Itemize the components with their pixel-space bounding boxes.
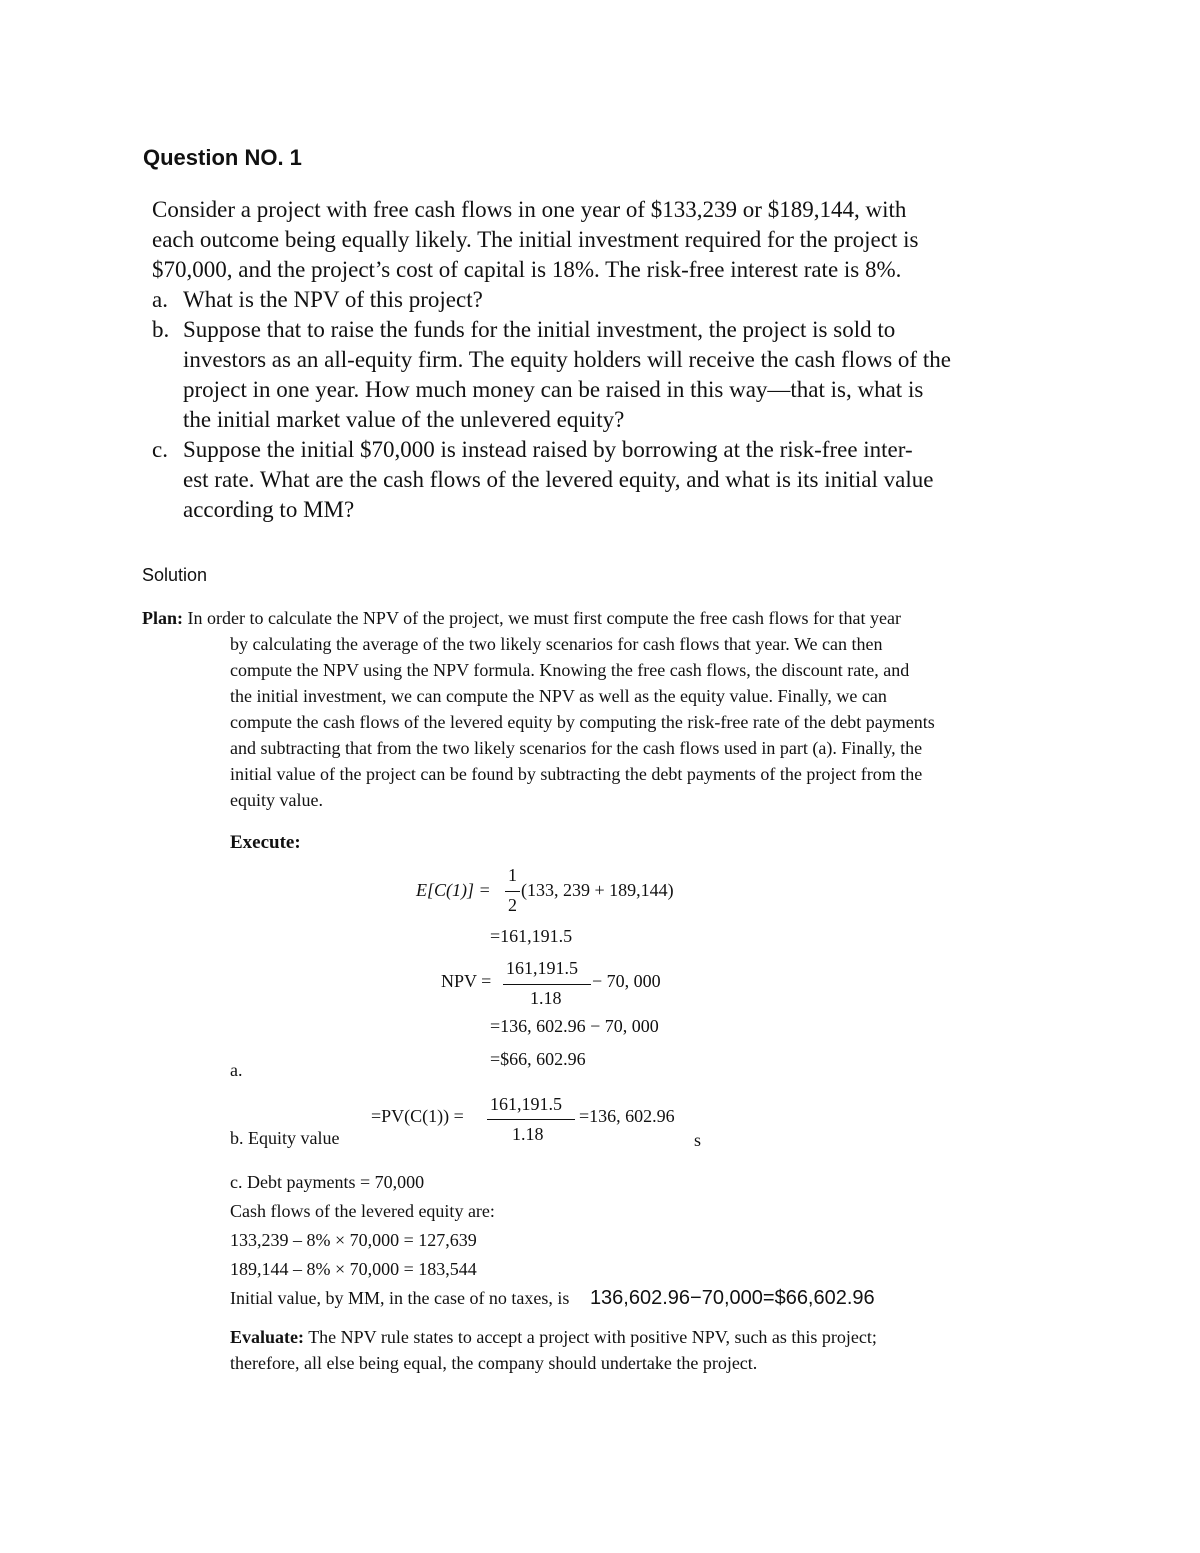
question-line: investors as an all-equity firm. The equity holders will receive the cash flows of the	[183, 347, 951, 372]
npv-result: =$66, 602.96	[490, 1049, 586, 1069]
plan-line: compute the cash flows of the levered equity by computing the risk-free rate of the debt payments	[230, 712, 935, 732]
plan-line: compute the NPV using the NPV formula. Knowing the free cash flows, the discount rate, and	[230, 660, 910, 680]
initial-value-equation: 136,602.96−70,000=$66,602.96	[589, 1287, 875, 1309]
part-c-line: c. Debt payments = 70,000	[230, 1172, 425, 1192]
item-label: c.	[152, 437, 168, 462]
question-item-c	[152, 435, 1052, 525]
npv-lhs: NPV =	[441, 971, 492, 991]
question-line: What is the NPV of this project?	[183, 287, 483, 312]
equity-value-lhs: =PV(C(1)) =	[371, 1106, 464, 1126]
question-line: each outcome being equally likely. The initial investment required for the project is	[152, 227, 919, 252]
npv-denominator: 1.18	[530, 988, 562, 1008]
plan-paragraph	[142, 605, 1072, 813]
part-c-line: 189,144 – 8% × 70,000 = 183,544	[230, 1259, 477, 1279]
question-line: $70,000, and the project’s cost of capital is 18%. The risk-free interest rate is 8%.	[152, 257, 902, 282]
npv-numerator: 161,191.5	[506, 958, 578, 978]
evaluate-label: Evaluate:	[230, 1327, 304, 1347]
evaluate-line: The NPV rule states to accept a project with positive NPV, such as this project;	[308, 1327, 877, 1347]
equity-value-result: =136, 602.96	[579, 1106, 675, 1126]
page-title: Question NO. 1	[143, 145, 302, 170]
part-c-block	[230, 1168, 875, 1313]
half-fraction-bar	[505, 891, 520, 892]
plan-line: initial value of the project can be found by subtracting the debt payments of the project from the	[230, 764, 923, 784]
initial-value-text: Initial value, by MM, in the case of no taxes, is	[230, 1288, 570, 1308]
question-line: Suppose the initial $70,000 is instead raised by borrowing at the risk-free inter-	[183, 437, 913, 462]
question-line: the initial market value of the unlevered equity?	[183, 407, 625, 432]
plan-label: Plan:	[142, 608, 184, 628]
item-label: a.	[152, 287, 168, 312]
item-label: b.	[152, 317, 170, 342]
plan-line: In order to calculate the NPV of the project, we must first compute the free cash flows for that year	[187, 608, 901, 628]
npv-step: =136, 602.96 − 70, 000	[490, 1016, 659, 1036]
half-denominator: 2	[508, 895, 517, 915]
expected-cash-flow-result: =161,191.5	[490, 926, 573, 946]
evaluate-line: therefore, all else being equal, the company should undertake the project.	[230, 1353, 758, 1373]
plan-line: equity value.	[230, 790, 323, 810]
plan-line: by calculating the average of the two likely scenarios for cash flows that year. We can then	[230, 634, 883, 654]
question-line: project in one year. How much money can be raised in this way—that is, what is	[183, 377, 924, 402]
npv-fraction-bar	[503, 984, 591, 985]
question-line: Suppose that to raise the funds for the initial investment, the project is sold to	[183, 317, 896, 342]
equity-numerator: 161,191.5	[490, 1094, 562, 1114]
plan-line: and subtracting that from the two likely scenarios for the cash flows used in part (a). Finally, the	[230, 738, 923, 758]
question-item-a	[152, 285, 1052, 315]
part-c-line: Cash flows of the levered equity are:	[230, 1201, 495, 1221]
half-numerator: 1	[508, 865, 517, 885]
expected-cash-flow-sum: (133, 239 + 189,144)	[521, 880, 674, 900]
equity-denominator: 1.18	[512, 1124, 544, 1144]
npv-minus-investment: − 70, 000	[592, 971, 661, 991]
question-line: est rate. What are the cash flows of the levered equity, and what is its initial value	[183, 467, 934, 492]
part-a-label: a.	[230, 1060, 243, 1080]
expected-cash-flow-lhs: E[C(1)] =	[416, 880, 491, 900]
evaluate-paragraph	[230, 1324, 877, 1376]
execute-heading: Execute:	[230, 832, 301, 853]
question-text	[152, 195, 1052, 525]
stray-character: s	[694, 1130, 702, 1150]
part-b-label: b. Equity value	[230, 1128, 340, 1148]
part-c-line: 133,239 – 8% × 70,000 = 127,639	[230, 1230, 477, 1250]
question-line: Consider a project with free cash flows in one year of $133,239 or $189,144, with	[152, 197, 907, 222]
solution-heading: Solution	[142, 565, 208, 585]
question-item-b	[152, 315, 1052, 435]
plan-line: the initial investment, we can compute the NPV as well as the equity value. Finally, we can	[230, 686, 887, 706]
question-line: according to MM?	[183, 497, 355, 522]
equity-fraction-bar	[487, 1119, 575, 1120]
